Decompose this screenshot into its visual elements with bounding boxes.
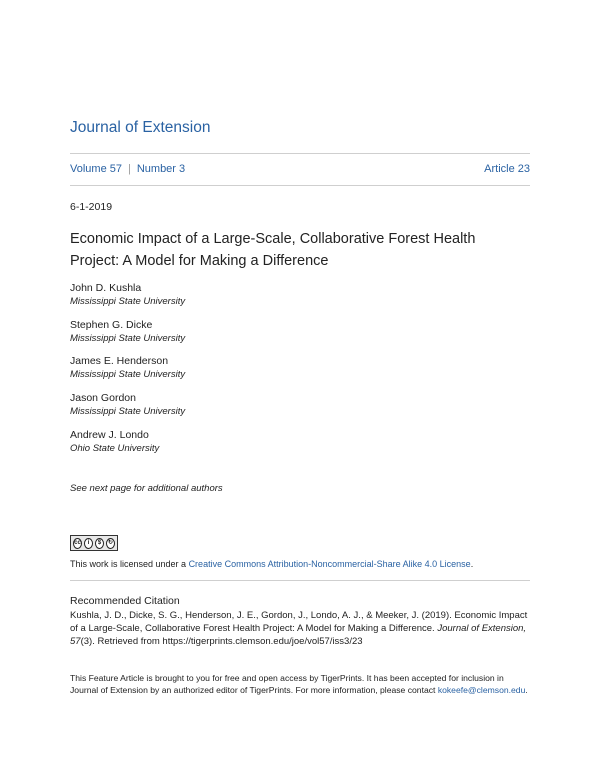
citation-divider [70,580,530,581]
author-2 [70,319,185,345]
citation-journal: Journal of Extension, 57 [70,623,527,647]
author-name: James E. Henderson [70,355,169,367]
volume-link[interactable]: Volume 57 [70,163,122,175]
recommended-citation [70,609,532,648]
meta-separator: | [127,163,131,175]
number-link[interactable]: Number 3 [136,163,186,175]
journal-title[interactable]: Journal of Extension [70,119,211,136]
license-link[interactable]: Creative Commons Attribution-Noncommercial-Share Alike 4.0 License [188,559,471,569]
citation-retrieval: (3). Retrieved from https://tigerprints.clemson.edu/joe/vol57/iss3/23 [80,636,363,647]
author-name: Stephen G. Dicke [70,319,153,331]
author-name: Jason Gordon [70,392,136,404]
author-name: John D. Kushla [70,282,142,294]
footer-end: . [525,685,528,695]
see-next-page-note: See next page for additional authors [70,483,223,494]
license-suffix: . [470,559,474,569]
contact-email-link[interactable]: kokeefe@clemson.edu [437,685,526,695]
license-statement [70,559,473,569]
footer-text: This Feature Article is brought to you for free and open access by TigerPrints. It has been accepted for inclusion in Journal of Extension by an authorized editor of TigerPrints. For more information, please contact [70,673,504,695]
access-footer [70,672,532,696]
author-affiliation: Mississippi State University [70,369,186,380]
author-affiliation: Mississippi State University [70,333,186,344]
title-line-1: Economic Impact of a Large-Scale, Collaborative Forest Health [70,231,476,247]
license-prefix: This work is licensed under a [70,559,189,569]
author-affiliation: Mississippi State University [70,406,186,417]
publication-date: 6-1-2019 [70,201,113,213]
recommended-citation-heading: Recommended Citation [70,595,180,607]
author-affiliation: Ohio State University [70,443,160,454]
citation-text: Kushla, J. D., Dicke, S. G., Henderson, J. E., Gordon, J., Londo, A. J., & Meeker, J. (2019). Economic Impact of a Large-Scale, Collaborative Forest Health Project: A Model for Making a Difference. [70,610,528,634]
cc-license-badge[interactable] [70,535,118,551]
issue-meta-row [70,163,530,175]
sa-icon: ↻ [106,538,115,549]
meta-divider [70,185,530,186]
author-name: Andrew J. Londo [70,429,149,441]
nc-icon: $ [95,538,104,549]
author-4 [70,392,185,418]
author-affiliation: Mississippi State University [70,296,186,307]
article-link[interactable]: Article 23 [484,163,530,175]
author-5 [70,429,159,455]
author-3 [70,355,185,381]
author-1 [70,282,185,308]
title-line-2: Project: A Model for Making a Difference [70,253,329,269]
paper-title [70,228,530,272]
top-divider [70,153,530,154]
cc-icon: cc [73,538,82,549]
by-icon: i [84,538,93,549]
